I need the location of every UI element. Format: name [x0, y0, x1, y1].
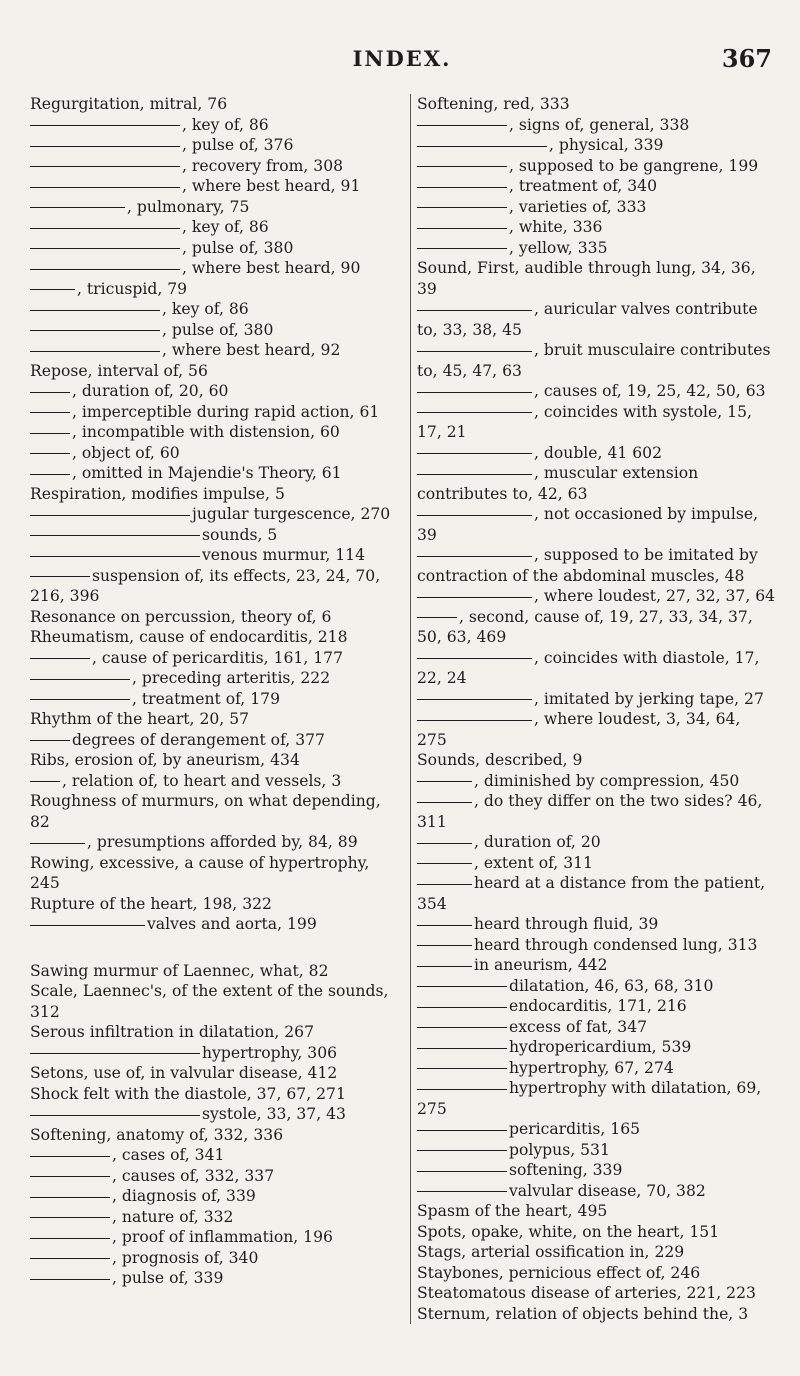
index-entry-text: , duration of, 20, 60 [72, 382, 229, 400]
index-entry [30, 1084, 396, 1105]
index-entry-text: , pulse of, 380 [162, 320, 274, 339]
index-entry [30, 791, 396, 832]
ditto-dash [30, 1238, 110, 1239]
ditto-dash [30, 166, 180, 167]
index-entry [30, 258, 396, 279]
index-entry-text: venous murmur, 114 [202, 546, 366, 564]
index-entry-text: , supposed to be imitated by contraction of the abdominal muscles, 48 [417, 546, 758, 585]
index-entry-text: , key of, 86 [182, 115, 269, 134]
ditto-dash [30, 228, 180, 229]
index-entry-text: , where best heard, 92 [162, 341, 341, 359]
index-entry-text: , pulse of, 339 [112, 1269, 224, 1287]
ditto-dash [30, 781, 60, 782]
ditto-dash [417, 1150, 507, 1151]
index-entry [30, 279, 396, 300]
ditto-dash [417, 146, 547, 147]
index-entry-text: Setons, use of, in valvular disease, 412 [30, 1064, 338, 1082]
index-entry [30, 914, 396, 935]
index-entry-text: Rupture of the heart, 198, 322 [30, 894, 272, 913]
index-entry [30, 176, 396, 197]
index-entry [417, 1304, 773, 1325]
index-entry [417, 135, 773, 156]
index-entry [30, 1248, 396, 1269]
index-entry-text: dilatation, 46, 63, 68, 310 [509, 976, 714, 995]
ditto-dash [417, 1068, 507, 1069]
index-entry [30, 525, 396, 546]
index-entry [417, 976, 773, 997]
index-entry [417, 402, 773, 443]
page-number: 367 [721, 44, 772, 73]
ditto-dash [417, 474, 532, 475]
index-entry-text: , double, 41 602 [534, 443, 663, 462]
index-entry [417, 504, 773, 545]
index-entry-text: , cause of pericarditis, 161, 177 [92, 648, 344, 667]
ditto-dash [417, 515, 532, 516]
index-entry-text: heard through condensed lung, 313 [474, 935, 758, 954]
index-entry-text: degrees of derangement of, 377 [72, 730, 325, 749]
index-entry-text: Staybones, pernicious effect of, 246 [417, 1263, 701, 1282]
ditto-dash [417, 453, 532, 454]
index-entry-text: , cases of, 341 [112, 1146, 225, 1164]
index-entry [417, 238, 773, 259]
index-entry-text: Spasm of the heart, 495 [417, 1202, 608, 1220]
index-entry [417, 1140, 773, 1161]
index-entry [30, 1227, 396, 1248]
ditto-dash [30, 556, 200, 557]
index-entry-text: , bruit musculaire contributes to, 45, 47, 63 [417, 341, 771, 380]
index-entry-text: , where best heard, 91 [182, 177, 361, 195]
index-entry [30, 894, 396, 915]
index-entry [417, 545, 773, 586]
index-entry-text: Repose, interval of, 56 [30, 361, 208, 380]
index-entry-text: Sounds, described, 9 [417, 751, 583, 769]
index-entry [30, 853, 396, 894]
index-entry [417, 156, 773, 177]
index-entry-text: , coincides with diastole, 17, 22, 24 [417, 648, 760, 687]
index-entry-text: , nature of, 332 [112, 1207, 234, 1226]
index-entry [30, 484, 396, 505]
index-entry [30, 299, 396, 320]
index-entry-text: Sound, First, audible through lung, 34, 36, 39 [417, 259, 756, 298]
ditto-dash [417, 843, 472, 844]
ditto-dash [30, 248, 180, 249]
index-entry [417, 1242, 773, 1263]
index-entry-text: , supposed to be gangrene, 199 [509, 156, 759, 175]
ditto-dash [30, 535, 200, 536]
index-entry [417, 689, 773, 710]
index-entry [30, 320, 396, 341]
ditto-dash [30, 289, 75, 290]
ditto-dash [30, 412, 70, 413]
index-entry-text: , yellow, 335 [509, 238, 608, 257]
index-entry-text: endocarditis, 171, 216 [509, 997, 687, 1015]
index-entry-text: polypus, 531 [509, 1140, 610, 1159]
ditto-dash [30, 310, 160, 311]
ditto-dash [417, 863, 472, 864]
ditto-dash [30, 925, 145, 926]
ditto-dash [30, 658, 90, 659]
index-entry [417, 709, 773, 750]
index-entry-text: Softening, red, 333 [417, 95, 570, 113]
index-entry-text: , pulse of, 376 [182, 136, 294, 154]
index-entry-text: , treatment of, 340 [509, 177, 657, 195]
ditto-dash [417, 945, 472, 946]
index-entry [30, 156, 396, 177]
index-entry [417, 94, 773, 115]
ditto-dash [417, 187, 507, 188]
ditto-dash [30, 351, 160, 352]
ditto-dash [30, 576, 90, 577]
index-entry [30, 607, 396, 628]
ditto-dash [30, 1176, 110, 1177]
index-entry-text: , extent of, 311 [474, 853, 593, 872]
index-entry-text: Ribs, erosion of, by aneurism, 434 [30, 751, 300, 769]
index-entry-text: , imperceptible during rapid action, 61 [72, 402, 380, 421]
index-entry-text: , duration of, 20 [474, 833, 601, 851]
index-entry [417, 258, 773, 299]
index-entry [30, 135, 396, 156]
index-entry-text: heard at a distance from the patient, 354 [417, 874, 766, 913]
index-entry-text: Resonance on percussion, theory of, 6 [30, 607, 332, 626]
index-entry-text: Softening, anatomy of, 332, 336 [30, 1125, 284, 1144]
index-entry-text: , physical, 339 [549, 136, 664, 154]
ditto-dash [417, 207, 507, 208]
ditto-dash [30, 433, 70, 434]
ditto-dash [30, 679, 130, 680]
index-entry-text: Regurgitation, mitral, 76 [30, 95, 228, 113]
index-entry-text: , where loudest, 27, 32, 37, 64 [534, 587, 776, 605]
index-entry [30, 1104, 396, 1125]
ditto-dash [30, 330, 160, 331]
index-entry-text: softening, 339 [509, 1161, 623, 1179]
ditto-dash [30, 187, 180, 188]
ditto-dash [30, 1115, 200, 1116]
index-entry-text: valves and aorta, 199 [147, 915, 317, 933]
index-entry [30, 750, 396, 771]
index-entry-text: , treatment of, 179 [132, 689, 280, 708]
index-entry-text: sounds, 5 [202, 525, 278, 544]
index-entry [30, 709, 396, 730]
index-entry [417, 586, 776, 607]
index-entry-text: , omitted in Majendie's Theory, 61 [72, 464, 342, 482]
index-entry [30, 361, 396, 382]
index-entry [30, 1022, 396, 1043]
index-entry-text: , where loudest, 3, 34, 64, 275 [417, 710, 741, 749]
index-entry [417, 771, 773, 792]
index-entry [417, 115, 773, 136]
index-entry [30, 961, 396, 982]
index-entry [417, 197, 773, 218]
index-entry-text: , incompatible with distension, 60 [72, 423, 340, 441]
index-entry [30, 1043, 396, 1064]
index-entry [417, 1222, 773, 1243]
ditto-dash [417, 1048, 507, 1049]
ditto-dash [417, 597, 532, 598]
index-entry-text: valvular disease, 70, 382 [509, 1181, 706, 1200]
index-entry-text: Rhythm of the heart, 20, 57 [30, 710, 250, 728]
index-entry-text: Rowing, excessive, a cause of hypertrophy, 245 [30, 853, 370, 892]
index-entry-text: , object of, 60 [72, 443, 180, 462]
index-entry [30, 463, 396, 484]
index-entry [417, 1037, 773, 1058]
index-entry-text: , pulse of, 380 [182, 238, 294, 257]
index-entry [30, 1268, 396, 1289]
ditto-dash [30, 699, 130, 700]
index-columns [30, 94, 774, 1324]
index-entry [417, 299, 773, 340]
index-entry [30, 1063, 396, 1084]
index-entry [30, 668, 396, 689]
ditto-dash [417, 925, 472, 926]
index-entry-text: , causes of, 19, 25, 42, 50, 63 [534, 382, 766, 400]
index-entry-text: , do they differ on the two sides? 46, 311 [417, 792, 763, 831]
ditto-dash [417, 966, 472, 967]
ditto-dash [417, 802, 472, 803]
index-entry [417, 914, 773, 935]
index-entry [417, 873, 773, 914]
index-entry [417, 1201, 773, 1222]
ditto-dash [30, 207, 125, 208]
index-entry [30, 1186, 396, 1207]
page-title: INDEX. [352, 46, 452, 71]
index-entry [417, 1017, 773, 1038]
index-entry-text: jugular turgescence, 270 [192, 505, 391, 523]
index-entry-text: , not occasioned by impulse, 39 [417, 505, 759, 544]
ditto-dash [417, 1130, 507, 1131]
index-entry [30, 1166, 396, 1187]
index-entry [30, 1125, 396, 1146]
index-entry [417, 607, 773, 648]
ditto-dash [417, 310, 532, 311]
index-entry [30, 1207, 396, 1228]
index-entry [417, 1160, 773, 1181]
ditto-dash [417, 720, 532, 721]
ditto-dash [30, 392, 70, 393]
ditto-dash [30, 1258, 110, 1259]
ditto-dash [417, 1171, 507, 1172]
index-entry-text: , recovery from, 308 [182, 156, 344, 175]
index-entry-text: , auricular valves contribute to, 33, 38, 45 [417, 300, 758, 339]
ditto-dash [30, 146, 180, 147]
ditto-dash [30, 269, 180, 270]
index-entry-text: , muscular extension contributes to, 42, 63 [417, 464, 699, 503]
index-entry-text: hydropericardium, 539 [509, 1038, 692, 1056]
ditto-dash [417, 699, 532, 700]
section-gap [30, 935, 396, 961]
index-entry [30, 402, 396, 423]
ditto-dash [417, 556, 532, 557]
ditto-dash [417, 392, 532, 393]
index-entry [30, 504, 396, 525]
ditto-dash [30, 453, 70, 454]
index-entry [30, 545, 396, 566]
ditto-dash [417, 248, 507, 249]
ditto-dash [417, 1027, 507, 1028]
index-entry [30, 981, 396, 1022]
ditto-dash [417, 228, 507, 229]
index-entry-text: hypertrophy with dilatation, 69, 275 [417, 1079, 762, 1118]
index-entry [30, 648, 396, 669]
index-entry [417, 996, 773, 1017]
index-entry-text: Scale, Laennec's, of the extent of the sounds, 312 [30, 982, 389, 1021]
ditto-dash [417, 986, 507, 987]
ditto-dash [417, 1007, 507, 1008]
ditto-dash [417, 617, 457, 618]
index-entry [417, 750, 773, 771]
index-entry [417, 1119, 773, 1140]
index-entry [30, 730, 396, 751]
index-entry-text: , coincides with systole, 15, 17, 21 [417, 402, 752, 441]
index-entry-text: Steatomatous disease of arteries, 221, 223 [417, 1284, 756, 1302]
index-entry-text: Respiration, modifies impulse, 5 [30, 484, 285, 503]
index-entry [30, 238, 396, 259]
index-entry [30, 94, 396, 115]
ditto-dash [417, 1089, 507, 1090]
index-entry-text: , prognosis of, 340 [112, 1248, 259, 1267]
index-entry-text: pericarditis, 165 [509, 1120, 641, 1138]
index-entry [417, 1058, 773, 1079]
index-entry [30, 1145, 396, 1166]
index-entry [417, 443, 773, 464]
index-entry-text: Sternum, relation of objects behind the, 3 [417, 1304, 749, 1323]
index-entry [30, 566, 396, 607]
ditto-dash [30, 843, 85, 844]
page-header [30, 40, 774, 84]
index-entry [417, 381, 773, 402]
index-entry-text: Rheumatism, cause of endocarditis, 218 [30, 628, 348, 646]
ditto-dash [30, 125, 180, 126]
index-entry-text: , causes of, 332, 337 [112, 1166, 275, 1185]
index-entry-text: Sawing murmur of Laennec, what, 82 [30, 961, 329, 980]
ditto-dash [417, 166, 507, 167]
index-entry-text: , second, cause of, 19, 27, 33, 34, 37, 50, 63, 469 [417, 607, 753, 646]
ditto-dash [30, 1279, 110, 1280]
index-entry [30, 689, 396, 710]
index-entry-text: Spots, opake, white, on the heart, 151 [417, 1222, 720, 1241]
index-entry-text: Stags, arterial ossification in, 229 [417, 1243, 685, 1261]
ditto-dash [417, 781, 472, 782]
index-entry [417, 832, 773, 853]
index-entry [417, 935, 773, 956]
index-entry [30, 832, 396, 853]
index-entry-text: Serous infiltration in dilatation, 267 [30, 1023, 314, 1041]
index-entry [30, 217, 396, 238]
index-entry [30, 422, 396, 443]
index-entry-text: excess of fat, 347 [509, 1017, 648, 1036]
ditto-dash [30, 740, 70, 741]
index-entry-text: heard through fluid, 39 [474, 915, 659, 933]
index-entry-text: , key of, 86 [162, 300, 249, 318]
ditto-dash [417, 658, 532, 659]
index-entry-text: , tricuspid, 79 [77, 279, 188, 298]
index-entry-text: Roughness of murmurs, on what depending, 82 [30, 792, 381, 831]
index-entry-text: , where best heard, 90 [182, 259, 361, 277]
index-entry-text: Shock felt with the diastole, 37, 67, 271 [30, 1084, 346, 1103]
index-entry [417, 853, 773, 874]
index-entry [417, 1283, 773, 1304]
ditto-dash [417, 412, 532, 413]
index-entry [417, 1263, 773, 1284]
ditto-dash [30, 1053, 200, 1054]
index-entry [417, 463, 773, 504]
index-entry-text: , diminished by compression, 450 [474, 771, 740, 790]
index-entry-text: , preceding arteritis, 222 [132, 669, 331, 687]
index-entry [30, 197, 396, 218]
ditto-dash [417, 351, 532, 352]
index-entry [417, 955, 773, 976]
index-entry [30, 115, 396, 136]
index-entry [417, 648, 773, 689]
index-entry-text: suspension of, its effects, 23, 24, 70, 216, 396 [30, 566, 381, 605]
ditto-dash [417, 1191, 507, 1192]
index-entry-text: hypertrophy, 306 [202, 1043, 338, 1062]
ditto-dash [30, 1156, 110, 1157]
index-entry-text: , presumptions afforded by, 84, 89 [87, 833, 358, 851]
index-entry [417, 791, 773, 832]
index-entry [417, 1181, 773, 1202]
index-entry [417, 1078, 773, 1119]
index-entry-text: hypertrophy, 67, 274 [509, 1058, 674, 1077]
index-column-left [30, 94, 396, 1324]
index-column-right [410, 94, 776, 1324]
index-entry-text: , varieties of, 333 [509, 197, 647, 216]
index-entry [30, 627, 396, 648]
index-entry-text: , key of, 86 [182, 218, 269, 236]
index-entry [417, 176, 773, 197]
index-entry-text: systole, 33, 37, 43 [202, 1105, 346, 1123]
ditto-dash [30, 515, 190, 516]
ditto-dash [417, 125, 507, 126]
ditto-dash [30, 1217, 110, 1218]
index-entry [30, 771, 396, 792]
index-entry [30, 381, 396, 402]
ditto-dash [417, 884, 472, 885]
index-entry [417, 340, 773, 381]
index-entry [30, 443, 396, 464]
index-entry [417, 217, 773, 238]
ditto-dash [30, 474, 70, 475]
index-entry-text: , proof of inflammation, 196 [112, 1228, 333, 1246]
index-entry-text: , pulmonary, 75 [127, 197, 250, 216]
index-entry-text: , diagnosis of, 339 [112, 1187, 256, 1205]
index-entry [30, 340, 396, 361]
index-entry-text: , white, 336 [509, 218, 603, 236]
index-entry-text: , imitated by jerking tape, 27 [534, 689, 764, 708]
index-entry-text: , relation of, to heart and vessels, 3 [62, 771, 342, 790]
index-entry-text: , signs of, general, 338 [509, 115, 690, 134]
index-entry-text: in aneurism, 442 [474, 956, 608, 974]
ditto-dash [30, 1197, 110, 1198]
